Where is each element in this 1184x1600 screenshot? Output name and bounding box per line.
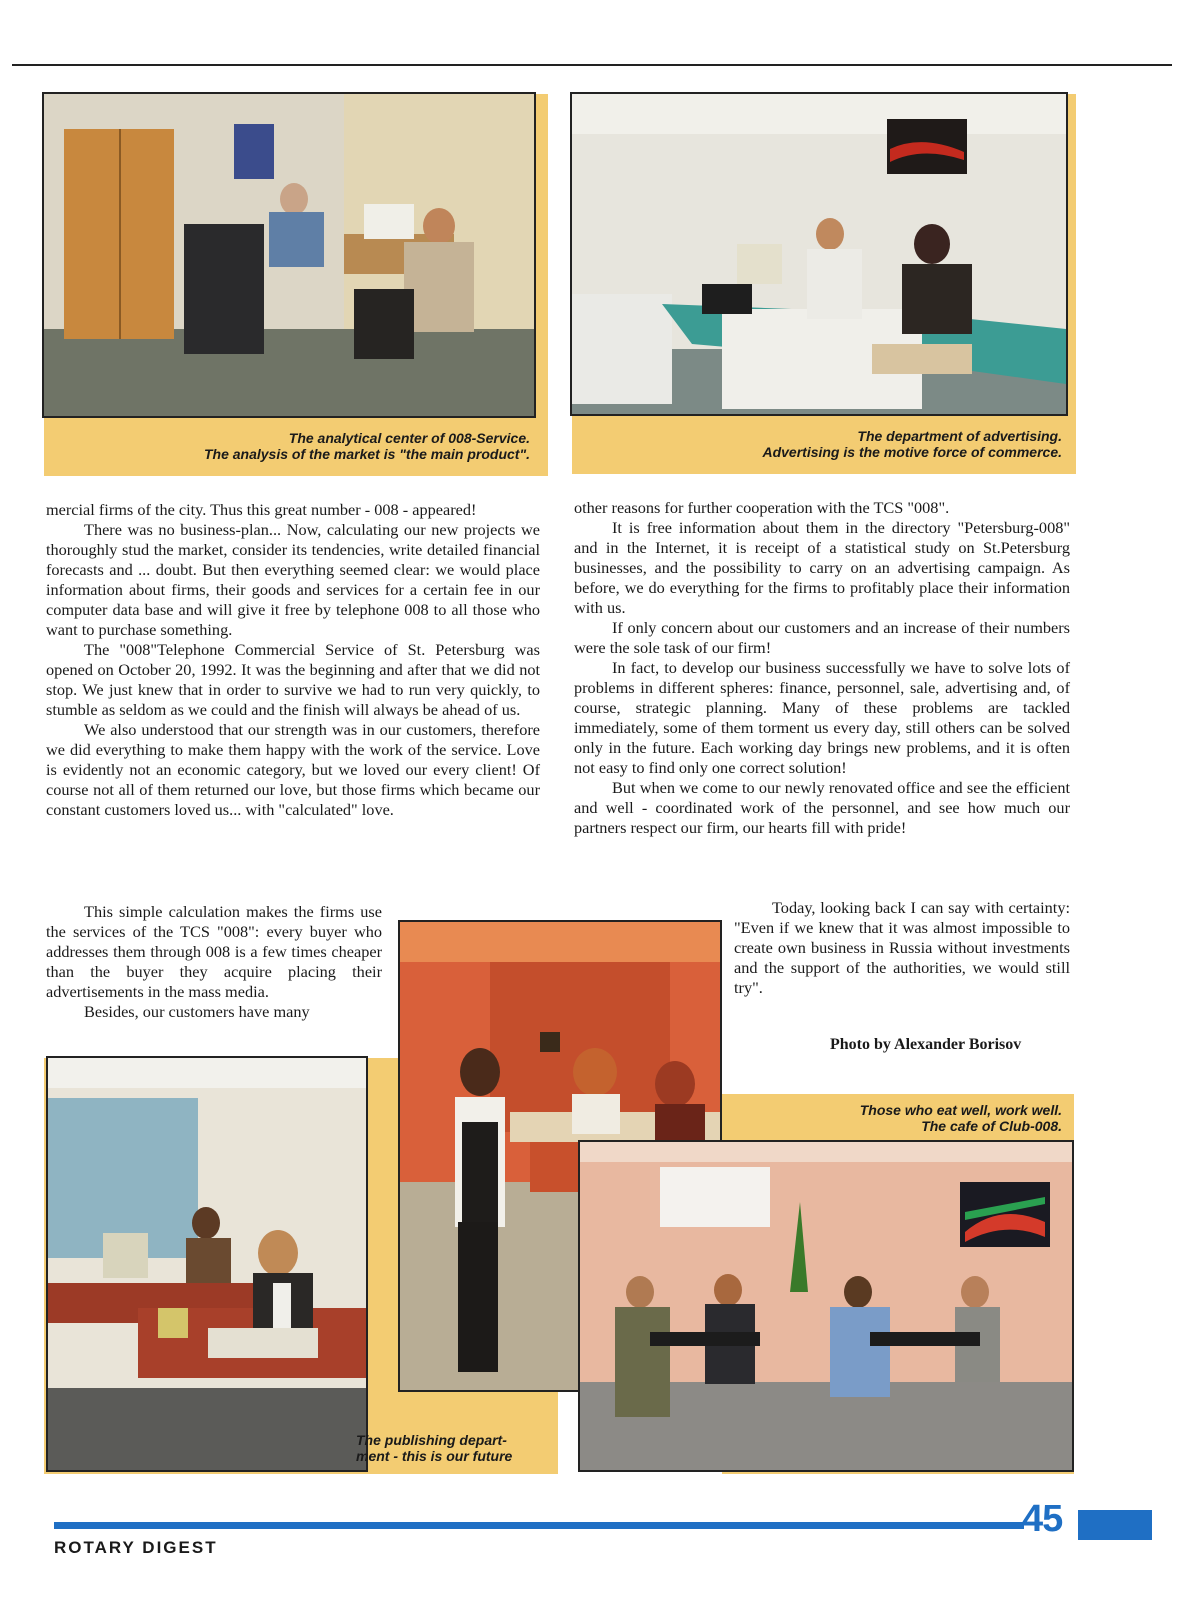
- photo-cafe-club: [578, 1140, 1074, 1472]
- paragraph: There was no business-plan... Now, calculating our new projects we thoroughly stud the market, consider its tendencies, write detailed financial forecasts and ... doubt. But then everything seemed clear: we would place information about firms, their goods and services for a certain fee in our computer data base and will give it free by telephone 008 to all those who want to purchase something.: [46, 520, 540, 639]
- paragraph: The "008"Telephone Commercial Service of St. Petersburg was opened on October 20, 1992. It was the beginning and after that we did not stop. We just knew that in order to survive we had to run very quickly, to stumble as seldom as we could and the finish will always be ahead of us.: [46, 640, 540, 719]
- paragraph: Besides, our customers have many: [84, 1002, 310, 1021]
- top-rule: [12, 64, 1172, 66]
- caption-advertising: [590, 428, 1062, 460]
- caption-line: The cafe of Club-008.: [921, 1118, 1062, 1134]
- photo-advertising-department: [570, 92, 1068, 416]
- footer-bar: [54, 1522, 1024, 1529]
- paragraph: This simple calculation makes the firms use the services of the TCS "008": every buyer who addresses them through 008 is a few times cheaper than the buyer they acquire placing their advertisements in the mass media.: [46, 902, 382, 1001]
- caption-line: The publishing depart-: [356, 1432, 507, 1448]
- photo-analytical-center: [42, 92, 536, 418]
- caption-line: The analytical center of 008-Service.: [288, 430, 530, 446]
- paragraph: In fact, to develop our business successfully we have to solve lots of problems in different spheres: finance, personnel, sale, advertising and, of course, strategic planning. Many of these problems are tackled immediately, some of them torment us every day, still others can be solved only in the future. Each working day brings new problems, and it is often not easy to find only one correct solution!: [574, 658, 1070, 777]
- footer-bar-right: [1078, 1510, 1152, 1540]
- paragraph: Today, looking back I can say with certainty: "Even if we knew that it was almost impossible to create own business in Russia without investments and the support of the authorities, we would still try".: [734, 898, 1070, 997]
- page-number: 45: [1022, 1498, 1063, 1540]
- paragraph: other reasons for further cooperation with the TCS "008".: [574, 498, 950, 517]
- caption-publishing: [356, 1432, 546, 1464]
- caption-analytical: [60, 430, 530, 462]
- left-narrow-column: [46, 902, 382, 1022]
- photo-credit: Photo by Alexander Borisov: [830, 1036, 1022, 1053]
- paragraph: We also understood that our strength was in our customers, therefore we did everything to make them happy with the work of the service. Love is evidently not an economic category, but we loved our every client! Of course not all of them returned our love, but those firms which became our constant customers loved us... with "calculated" love.: [46, 720, 540, 819]
- paragraph: It is free information about them in the directory "Petersburg-008" and in the Internet, it is receipt of a statistical study on St.Petersburg businesses, and the possibility to carry on an advertising campaign. As before, we do everything for the firms to profitably place their information with us.: [574, 518, 1070, 617]
- right-narrow-column: [734, 898, 1070, 998]
- paragraph: But when we come to our newly renovated office and see the efficient and well - coordinated work of the personnel, and see how much our partners respect our firm, our hearts fill with pride!: [574, 778, 1070, 837]
- photo-publishing-department: [46, 1056, 368, 1472]
- paragraph: mercial firms of the city. Thus this great number - 008 - appeared!: [46, 500, 477, 519]
- caption-cafe: [730, 1102, 1062, 1134]
- paragraph: If only concern about our customers and an increase of their numbers were the sole task of our firm!: [574, 618, 1070, 657]
- magazine-title: ROTARY DIGEST: [54, 1538, 218, 1557]
- caption-line: The department of advertising.: [857, 428, 1062, 444]
- caption-line: Those who eat well, work well.: [859, 1102, 1062, 1118]
- right-column: [574, 498, 1070, 838]
- caption-line: ment - this is our future: [356, 1448, 513, 1464]
- left-column: [46, 500, 540, 820]
- caption-line: Advertising is the motive force of commerce.: [762, 444, 1062, 460]
- caption-line: The analysis of the market is "the main product".: [203, 446, 530, 462]
